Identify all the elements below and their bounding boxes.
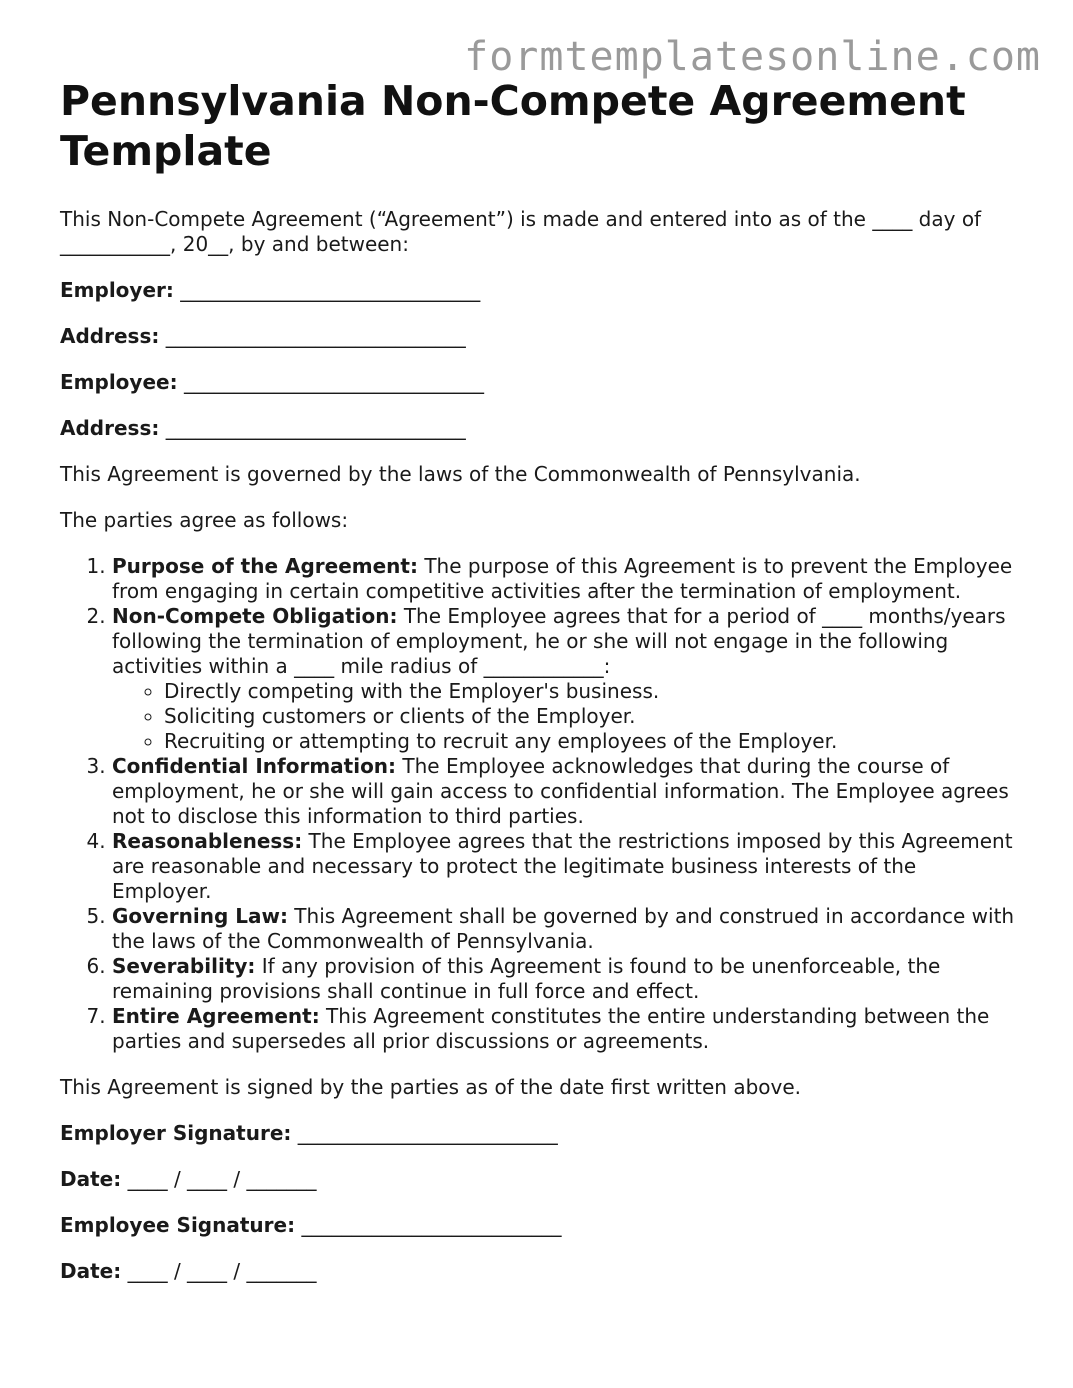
terms-list [60, 554, 1020, 1054]
employee-field[interactable] [60, 370, 1020, 395]
document-page [60, 76, 1020, 1284]
term-item [112, 1004, 1020, 1054]
field-label: Employee: [60, 370, 178, 394]
field-blank[interactable]: ______________________________ [165, 416, 466, 440]
employee-signature-field[interactable] [60, 1213, 1020, 1238]
term-title: Purpose of the Agreement: [112, 554, 418, 578]
field-blank[interactable]: __________________________ [297, 1121, 558, 1145]
activity-item: ◦ Recruiting or attempting to recruit any employees of the Employer. [164, 729, 1020, 754]
field-blank[interactable]: __________________________ [301, 1213, 562, 1237]
term-item [112, 829, 1020, 904]
term-title: Entire Agreement: [112, 1004, 320, 1028]
term-title: Governing Law: [112, 904, 288, 928]
field-label: Date: [60, 1259, 122, 1283]
activity-item: ◦ Directly competing with the Employer's business. [164, 679, 1020, 704]
term-text: This Agreement shall be governed by and construed in accordance with the laws of the Commonwealth of Pennsylvania. [112, 904, 1015, 953]
parties-agree-statement: The parties agree as follows: [60, 508, 349, 532]
term-text: This Agreement constitutes the entire understanding between the parties and supersedes all prior discussions or agreements. [112, 1004, 990, 1053]
term-title: Severability: [112, 954, 256, 978]
field-label: Employer: [60, 278, 174, 302]
field-label: Employer Signature: [60, 1121, 292, 1145]
field-blank[interactable]: ______________________________ [183, 370, 484, 394]
term-text: The purpose of this Agreement is to prevent the Employee from engaging in certain competitive activities after the termination of employment. [112, 554, 1013, 603]
term-text: The Employee agrees that for a period of ____ months/years following the termination of employment, he or she will not engage in the following activities within a ____ mile radius of ____________: [112, 604, 1006, 678]
field-label: Address: [60, 416, 160, 440]
field-blank[interactable]: ____ / ____ / _______ [127, 1259, 317, 1283]
field-blank[interactable]: ______________________________ [165, 324, 466, 348]
term-item [112, 554, 1020, 604]
term-title: Reasonableness: [112, 829, 303, 853]
employee-date-field[interactable] [60, 1259, 1020, 1284]
term-item [112, 904, 1020, 954]
employer-address-field[interactable] [60, 324, 1020, 349]
term-item [112, 604, 1020, 754]
field-label: Date: [60, 1167, 122, 1191]
activities-list [112, 679, 1020, 754]
watermark: formtemplatesonline.com [464, 34, 1041, 80]
term-title: Confidential Information: [112, 754, 397, 778]
term-text: The Employee acknowledges that during the course of employment, he or she will gain access to confidential information. The Employee agrees not to disclose this information to third parties. [112, 754, 1009, 828]
term-title: Non-Compete Obligation: [112, 604, 398, 628]
term-text: The Employee agrees that the restrictions imposed by this Agreement are reasonable and necessary to protect the legitimate business interests of the Employer. [112, 829, 1013, 903]
employee-address-field[interactable] [60, 416, 1020, 441]
field-blank[interactable]: ______________________________ [180, 278, 481, 302]
field-label: Address: [60, 324, 160, 348]
activity-item: ◦ Soliciting customers or clients of the Employer. [164, 704, 1020, 729]
term-item [112, 754, 1020, 829]
employer-date-field[interactable] [60, 1167, 1020, 1192]
employer-field[interactable] [60, 278, 1020, 303]
term-text: If any provision of this Agreement is found to be unenforceable, the remaining provisions shall continue in full force and effect. [112, 954, 941, 1003]
governing-statement: This Agreement is governed by the laws of the Commonwealth of Pennsylvania. [60, 462, 861, 486]
intro-paragraph: This Non-Compete Agreement (“Agreement”) is made and entered into as of the ____ day of ___________, 20__, by and between: [60, 207, 982, 256]
term-item [112, 954, 1020, 1004]
signed-statement: This Agreement is signed by the parties as of the date first written above. [60, 1075, 802, 1099]
field-label: Employee Signature: [60, 1213, 296, 1237]
field-blank[interactable]: ____ / ____ / _______ [127, 1167, 317, 1191]
document-title: Pennsylvania Non-Compete Agreement Template [60, 77, 966, 175]
employer-signature-field[interactable] [60, 1121, 1020, 1146]
